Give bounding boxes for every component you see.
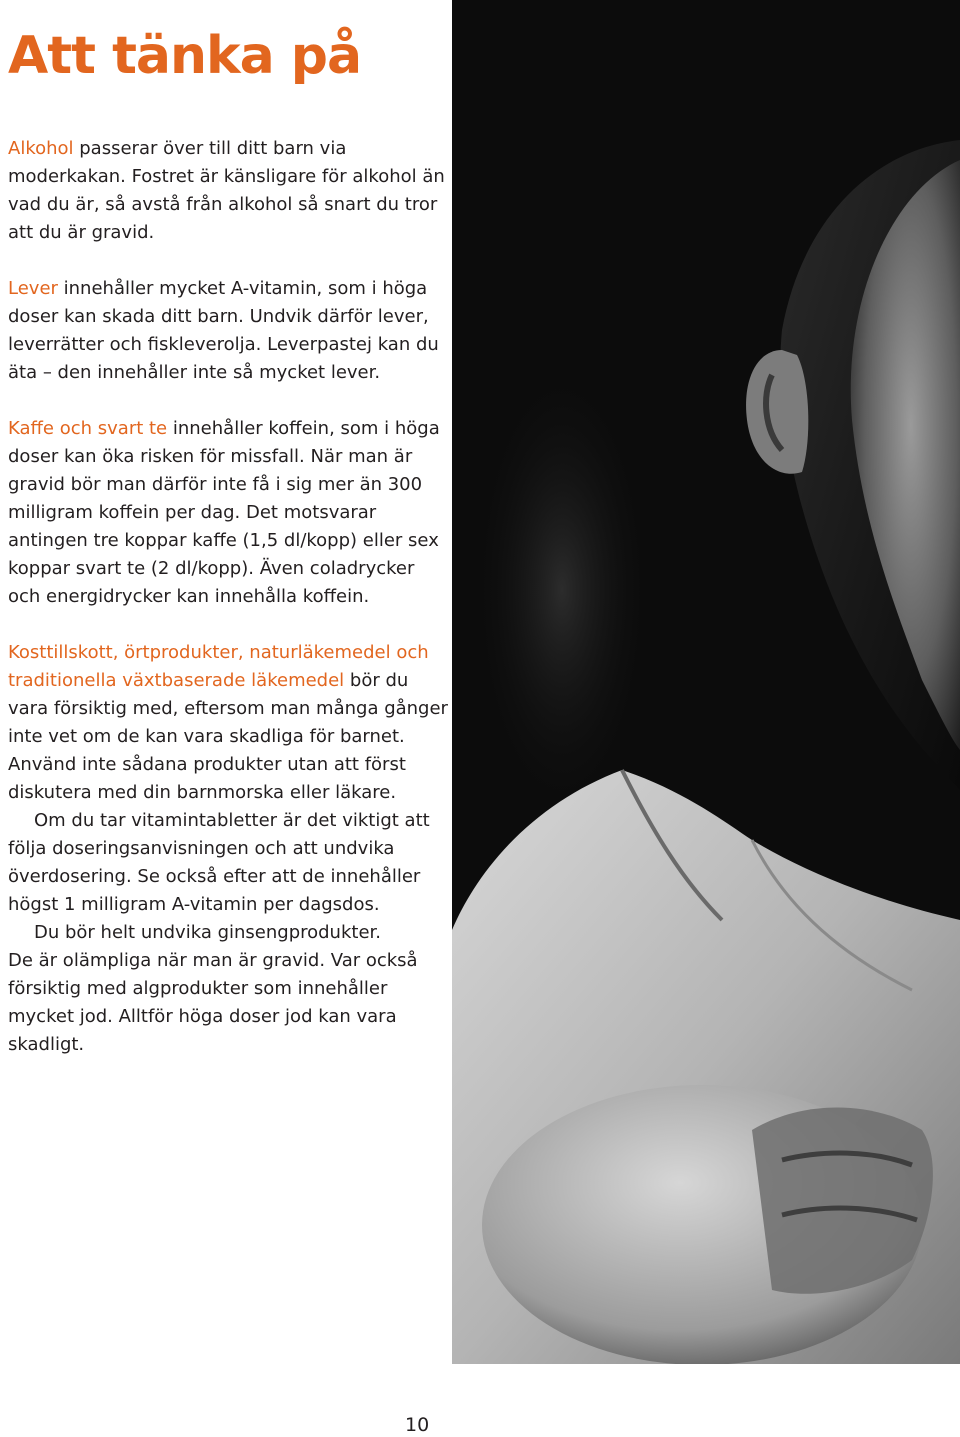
highlight-liver: Lever xyxy=(8,278,58,299)
text-liver: innehåller mycket A-vitamin, som i höga doser kan skada ditt barn. Undvik därför lever, leverrätter och fiskleverolja. Leverpastej kan du äta – den innehåller inte så mycket lever. xyxy=(8,278,439,383)
highlight-supplements: Kosttillskott, örtprodukter, naturläkemedel och traditionella växtbaserade läkemedel xyxy=(8,642,429,691)
blurred-background-shape xyxy=(472,360,652,820)
page-number: 10 xyxy=(405,1414,430,1436)
highlight-coffee: Kaffe och svart te xyxy=(8,418,168,439)
paragraph-vitamins: Om du tar vitamintabletter är det viktigt att följa doseringsanvisningen och att undvika överdosering. Se också efter att de innehåller högst 1 milligram A-vitamin per dagsdos. xyxy=(8,810,430,915)
body-text-column xyxy=(8,135,448,1059)
paragraph-liver xyxy=(8,275,448,387)
photo-illustration xyxy=(452,0,960,1364)
paragraph-algae: De är olämpliga när man är gravid. Var också försiktig med algprodukter som innehåller mycket jod. Alltför höga doser jod kan vara skadligt. xyxy=(8,950,418,1055)
text-alcohol: passerar över till ditt barn via moderkakan. Fostret är känsligare för alkohol än vad du är, så avstå från alkohol så snart du tror att du är gravid. xyxy=(8,138,445,243)
paragraph-coffee xyxy=(8,415,448,611)
paragraph-supplements xyxy=(8,639,448,807)
text-coffee: innehåller koffein, som i höga doser kan öka risken för missfall. När man är gravid bör man därför inte få i sig mer än 300 milligram koffein per dag. Det motsvarar antingen tre koppar kaffe (1,5 dl/kopp) eller sex koppar svart te (2 dl/kopp). Även coladrycker och energidrycker kan innehålla koffein. xyxy=(8,418,440,607)
text-supplements: bör du vara försiktig med, eftersom man många gånger inte vet om de kan vara skadliga för barnet. Använd inte sådana produkter utan att först diskutera med din barnmorska eller läkare. xyxy=(8,670,448,803)
paragraph-alcohol xyxy=(8,135,448,247)
page-title: Att tänka på xyxy=(8,26,362,86)
highlight-alcohol: Alkohol xyxy=(8,138,74,159)
photo-woman-with-cup xyxy=(452,0,960,1364)
paragraph-ginseng: Du bör helt undvika ginsengprodukter. xyxy=(34,922,381,943)
